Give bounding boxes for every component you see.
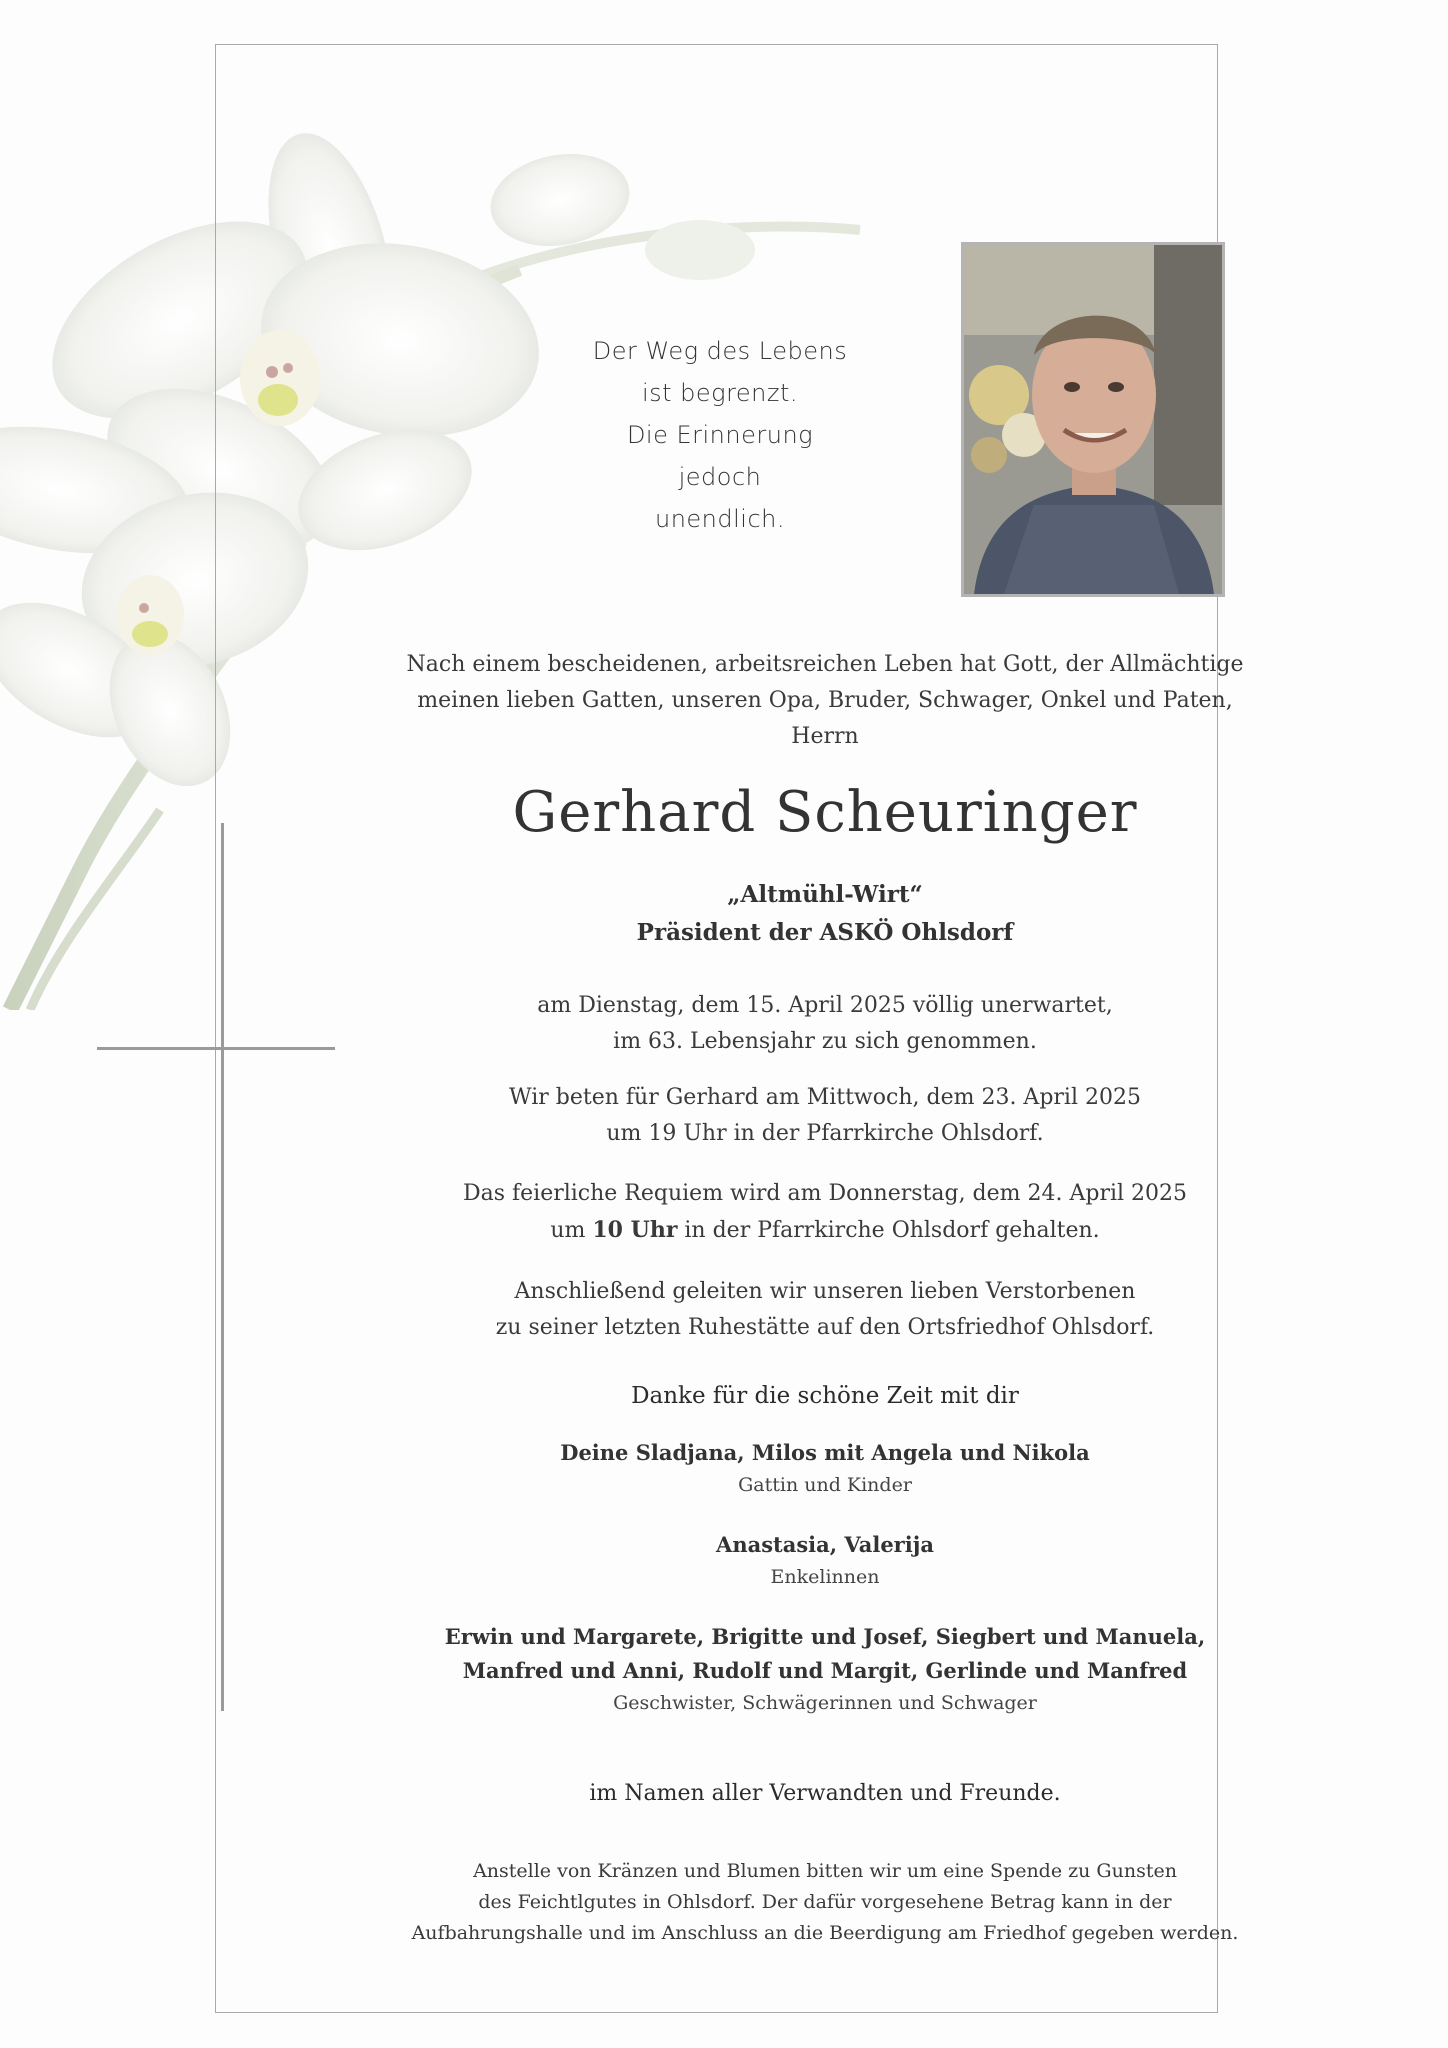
requiem-line	[300, 1212, 1350, 1249]
poem-line: Die Erinnerung	[626, 421, 814, 449]
family-group-siblings	[300, 1620, 1350, 1718]
burial-notice	[300, 1274, 1350, 1346]
intro-text	[300, 647, 1350, 755]
family-group-spouse-children	[300, 1436, 1350, 1500]
closing-line: im Namen aller Verwandten und Freunde.	[589, 1781, 1061, 1806]
poem-line: unendlich.	[654, 505, 785, 533]
portrait-photo	[961, 242, 1225, 597]
deceased-title: Präsident der ASKÖ Ohlsdorf	[636, 919, 1014, 946]
prayer-line: um 19 Uhr in der Pfarrkirche Ohlsdorf.	[606, 1121, 1044, 1146]
poem-line: ist begrenzt.	[641, 379, 799, 407]
death-notice	[300, 988, 1350, 1060]
burial-line: Anschließend geleiten wir unseren lieben Verstorbenen	[514, 1279, 1136, 1304]
deceased-titles	[300, 876, 1350, 952]
intro-line: Herrn	[791, 724, 859, 749]
donation-line: Aufbahrungshalle und im Anschluss an die Beerdigung am Friedhof gegeben werden.	[411, 1922, 1239, 1944]
deceased-nickname: „Altmühl-Wirt“	[727, 881, 923, 908]
poem-line: Der Weg des Lebens	[592, 337, 848, 365]
death-notice-line: am Dienstag, dem 15. April 2025 völlig unerwartet,	[537, 993, 1113, 1018]
poem	[560, 330, 880, 540]
donation-line: Anstelle von Kränzen und Blumen bitten wir um eine Spende zu Gunsten	[473, 1860, 1177, 1882]
family-role: Geschwister, Schwägerinnen und Schwager	[613, 1692, 1037, 1714]
prayer-line: Wir beten für Gerhard am Mittwoch, dem 23. April 2025	[509, 1085, 1141, 1110]
family-names: Anastasia, Valerija	[716, 1532, 934, 1557]
family-role: Gattin und Kinder	[738, 1474, 912, 1496]
requiem-time: 10 Uhr	[592, 1217, 678, 1243]
death-notice-line: im 63. Lebensjahr zu sich genommen.	[613, 1029, 1037, 1054]
family-role: Enkelinnen	[770, 1566, 880, 1588]
family-group-grandchildren	[300, 1528, 1350, 1592]
requiem-notice	[300, 1176, 1350, 1249]
intro-line: meinen lieben Gatten, unseren Opa, Bruder, Schwager, Onkel und Paten,	[417, 688, 1233, 713]
requiem-post: in der Pfarrkirche Ohlsdorf gehalten.	[677, 1218, 1100, 1243]
prayer-notice	[300, 1080, 1350, 1152]
family-names: Manfred und Anni, Rudolf und Margit, Gerlinde und Manfred	[462, 1658, 1188, 1683]
thanks-line: Danke für die schöne Zeit mit dir	[631, 1383, 1019, 1409]
donation-line: des Feichtlgutes in Ohlsdorf. Der dafür vorgesehene Betrag kann in der	[478, 1891, 1172, 1913]
family-names: Erwin und Margarete, Brigitte und Josef, Siegbert und Manuela,	[444, 1624, 1206, 1649]
donation-note	[300, 1856, 1350, 1949]
family-names: Deine Sladjana, Milos mit Angela und Nikola	[560, 1440, 1090, 1465]
burial-line: zu seiner letzten Ruhestätte auf den Ortsfriedhof Ohlsdorf.	[495, 1315, 1155, 1340]
requiem-line: Das feierliche Requiem wird am Donnerstag, dem 24. April 2025	[462, 1181, 1188, 1206]
requiem-pre: um	[550, 1218, 593, 1243]
deceased-name: Gerhard Scheuringer	[512, 780, 1138, 845]
cross-vertical-bar	[221, 823, 224, 1711]
intro-line: Nach einem bescheidenen, arbeitsreichen Leben hat Gott, der Allmächtige	[406, 652, 1244, 677]
poem-line: jedoch	[678, 463, 762, 491]
